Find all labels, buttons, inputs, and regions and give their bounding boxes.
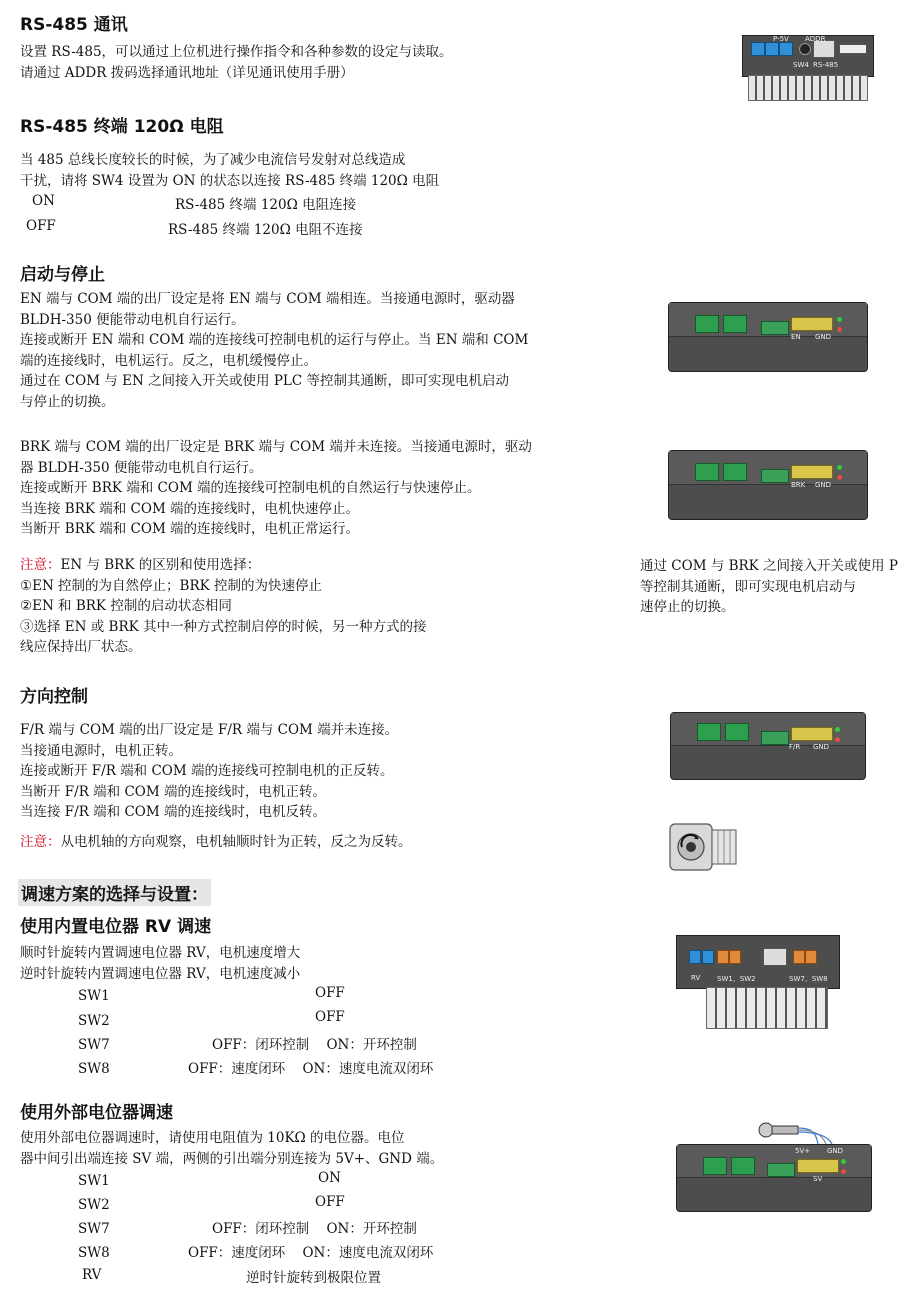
text-line: 器中间引出端连接 SV 端，两侧的引出端分别连接为 5V+、GND 端。 — [20, 1150, 444, 1167]
rv-row-value: OFF — [315, 985, 345, 1001]
rv-driver-image — [676, 935, 840, 1031]
note-text: 从电机轴的方向观察，电机轴顺时针为正转，反之为反转。 — [60, 834, 412, 850]
note-line — [20, 555, 427, 576]
rv-row-value: OFF：闭环控制 ON：开环控制 — [212, 1037, 417, 1053]
rv-row-key: SW1 — [78, 988, 110, 1004]
brk-label: BRK — [791, 481, 806, 489]
text-line: 请通过 ADDR 拨码选择通讯地址（详见通讯使用手册） — [20, 64, 354, 81]
terminal-text — [20, 150, 439, 191]
ext-pot-driver-image — [676, 1118, 872, 1218]
ext-row-key: RV — [82, 1267, 102, 1283]
speed-section-title: 调速方案的选择与设置： — [18, 879, 211, 906]
rv-row-value: OFF：速度闭环 ON：速度电流双闭环 — [188, 1061, 434, 1077]
ext-row-value: 逆时针旋转到极限位置 — [246, 1270, 381, 1286]
rv-row-key: SW7 — [78, 1037, 110, 1053]
text-line: 连接或断开 EN 端和 COM 端的连接线可控制电机的运行与停止。当 EN 端和 COM — [20, 332, 529, 348]
side-text — [640, 556, 900, 618]
rs485-driver-image — [742, 35, 874, 101]
note-first: EN 与 BRK 的区别和使用选择： — [60, 557, 261, 573]
side-line: 等控制其通断，即可实现电机启动与 — [640, 578, 856, 595]
terminal-off-value: RS-485 终端 120Ω 电阻不连接 — [168, 222, 363, 238]
text-line: EN 端与 COM 端的出厂设定是将 EN 端与 COM 端相连。当接通电源时，驱动器 — [20, 291, 515, 307]
rv-title: 使用内置电位器 RV 调速 — [20, 917, 212, 937]
en-driver-image — [668, 302, 868, 372]
side-line: 通过 COM 与 BRK 之间接入开关或使用 P — [640, 558, 898, 574]
ext-text — [20, 1128, 443, 1169]
sv-label: SV — [813, 1175, 823, 1183]
5v-label: 5V+ — [795, 1147, 811, 1155]
note-line: ③选择 EN 或 BRK 其中一种方式控制启停的时候，另一种方式的接 — [20, 618, 427, 635]
rv-label: RV — [691, 974, 701, 982]
text-line: 连接或断开 F/R 端和 COM 端的连接线可控制电机的正反转。 — [20, 763, 394, 779]
fr-label: F/R — [789, 743, 801, 751]
note-line: 线应保持出厂状态。 — [20, 639, 142, 655]
text-line: 当断开 BRK 端和 COM 端的连接线时，电机正常运行。 — [20, 521, 360, 537]
terminal-off-key: OFF — [26, 218, 56, 234]
text-line: 干扰，请将 SW4 设置为 ON 的状态以连接 RS-485 终端 120Ω 电阻 — [20, 172, 440, 189]
gnd-label: GND — [813, 743, 830, 751]
text-line: 端的连接线时，电机运行。反之，电机缓慢停止。 — [20, 352, 317, 369]
text-line: 使用外部电位器调速时，请使用电阻值为 10KΩ 的电位器。电位 — [20, 1130, 405, 1146]
text-line: BRK 端与 COM 端的出厂设定是 BRK 端与 COM 端并未连接。当接通电源时，驱动 — [20, 439, 532, 455]
text-line: 设置 RS-485，可以通过上位机进行操作指令和各种参数的设定与读取。 — [20, 44, 453, 60]
ext-title: 使用外部电位器调速 — [20, 1103, 173, 1123]
ext-row-key: SW8 — [78, 1245, 110, 1261]
gnd-label: GND — [815, 481, 832, 489]
text-line: F/R 端与 COM 端的出厂设定是 F/R 端与 COM 端并未连接。 — [20, 722, 399, 738]
terminal-title: RS-485 终端 120Ω 电阻 — [20, 117, 224, 137]
gnd-label: GND — [815, 333, 832, 341]
direction-note — [20, 832, 412, 853]
ext-row-key: SW1 — [78, 1173, 110, 1189]
text-line: 当断开 F/R 端和 COM 端的连接线时，电机正转。 — [20, 783, 326, 800]
brk-driver-image — [668, 450, 868, 520]
text-line: 顺时针旋转内置调速电位器 RV，电机速度增大 — [20, 945, 301, 961]
p5v-label: P-5V — [773, 35, 789, 43]
ext-row-value: OFF：速度闭环 ON：速度电流双闭环 — [188, 1245, 434, 1261]
text-line: 通过在 COM 与 EN 之间接入开关或使用 PLC 等控制其通断，即可实现电机启动 — [20, 373, 510, 389]
rv-row-value: OFF — [315, 1009, 345, 1025]
rs485-text — [20, 42, 453, 83]
side-line: 速停止的切换。 — [640, 599, 735, 615]
note-line: ②EN 和 BRK 控制的启动状态相同 — [20, 598, 232, 614]
text-line: 当连接 F/R 端和 COM 端的连接线时，电机反转。 — [20, 804, 326, 820]
text-line: 与停止的切换。 — [20, 393, 115, 410]
rs485-label: RS-485 — [813, 61, 839, 69]
startstop-title: 启动与停止 — [20, 265, 105, 285]
text-line: 当连接 BRK 端和 COM 端的连接线时，电机快速停止。 — [20, 500, 360, 517]
note-label: 注意： — [20, 557, 61, 573]
text-line: 当接通电源时，电机正转。 — [20, 742, 182, 759]
sw4-label: SW4 — [793, 61, 809, 69]
rv-row-key: SW2 — [78, 1013, 110, 1029]
en-label: EN — [791, 333, 801, 341]
startstop-note — [20, 555, 427, 658]
sw78-label: SW7、SW8 — [789, 975, 828, 983]
terminal-on-key: ON — [32, 193, 55, 209]
ext-row-key: SW2 — [78, 1197, 110, 1213]
brk-text — [20, 437, 532, 540]
text-line: BLDH-350 便能带动电机自行运行。 — [20, 311, 245, 328]
direction-text — [20, 720, 398, 823]
direction-title: 方向控制 — [20, 687, 88, 707]
rv-text — [20, 943, 300, 984]
text-line: 器 BLDH-350 便能带动电机自行运行。 — [20, 459, 263, 476]
rs485-title: RS-485 通讯 — [20, 15, 128, 35]
ext-row-key: SW7 — [78, 1221, 110, 1237]
fr-driver-image — [670, 712, 866, 782]
text-line: 连接或断开 BRK 端和 COM 端的连接线可控制电机的自然运行与快速停止。 — [20, 480, 481, 496]
gnd-label: GND — [827, 1147, 844, 1155]
rv-row-key: SW8 — [78, 1061, 110, 1077]
sw12-label: SW1、SW2 — [717, 975, 756, 983]
terminal-on-value: RS-485 终端 120Ω 电阻连接 — [175, 197, 357, 213]
en-text — [20, 289, 528, 412]
note-label: 注意： — [20, 834, 61, 850]
text-line: 当 485 总线长度较长的时候，为了减少电流信号发射对总线造成 — [20, 152, 406, 168]
ext-row-value: ON — [318, 1170, 341, 1186]
ext-row-value: OFF：闭环控制 ON：开环控制 — [212, 1221, 417, 1237]
text-line: 逆时针旋转内置调速电位器 RV，电机速度减小 — [20, 965, 301, 982]
note-line: ①EN 控制的为自然停止；BRK 控制的为快速停止 — [20, 577, 323, 594]
ext-row-value: OFF — [315, 1194, 345, 1210]
motor-image — [668, 820, 740, 876]
addr-label: ADDR — [805, 35, 826, 43]
